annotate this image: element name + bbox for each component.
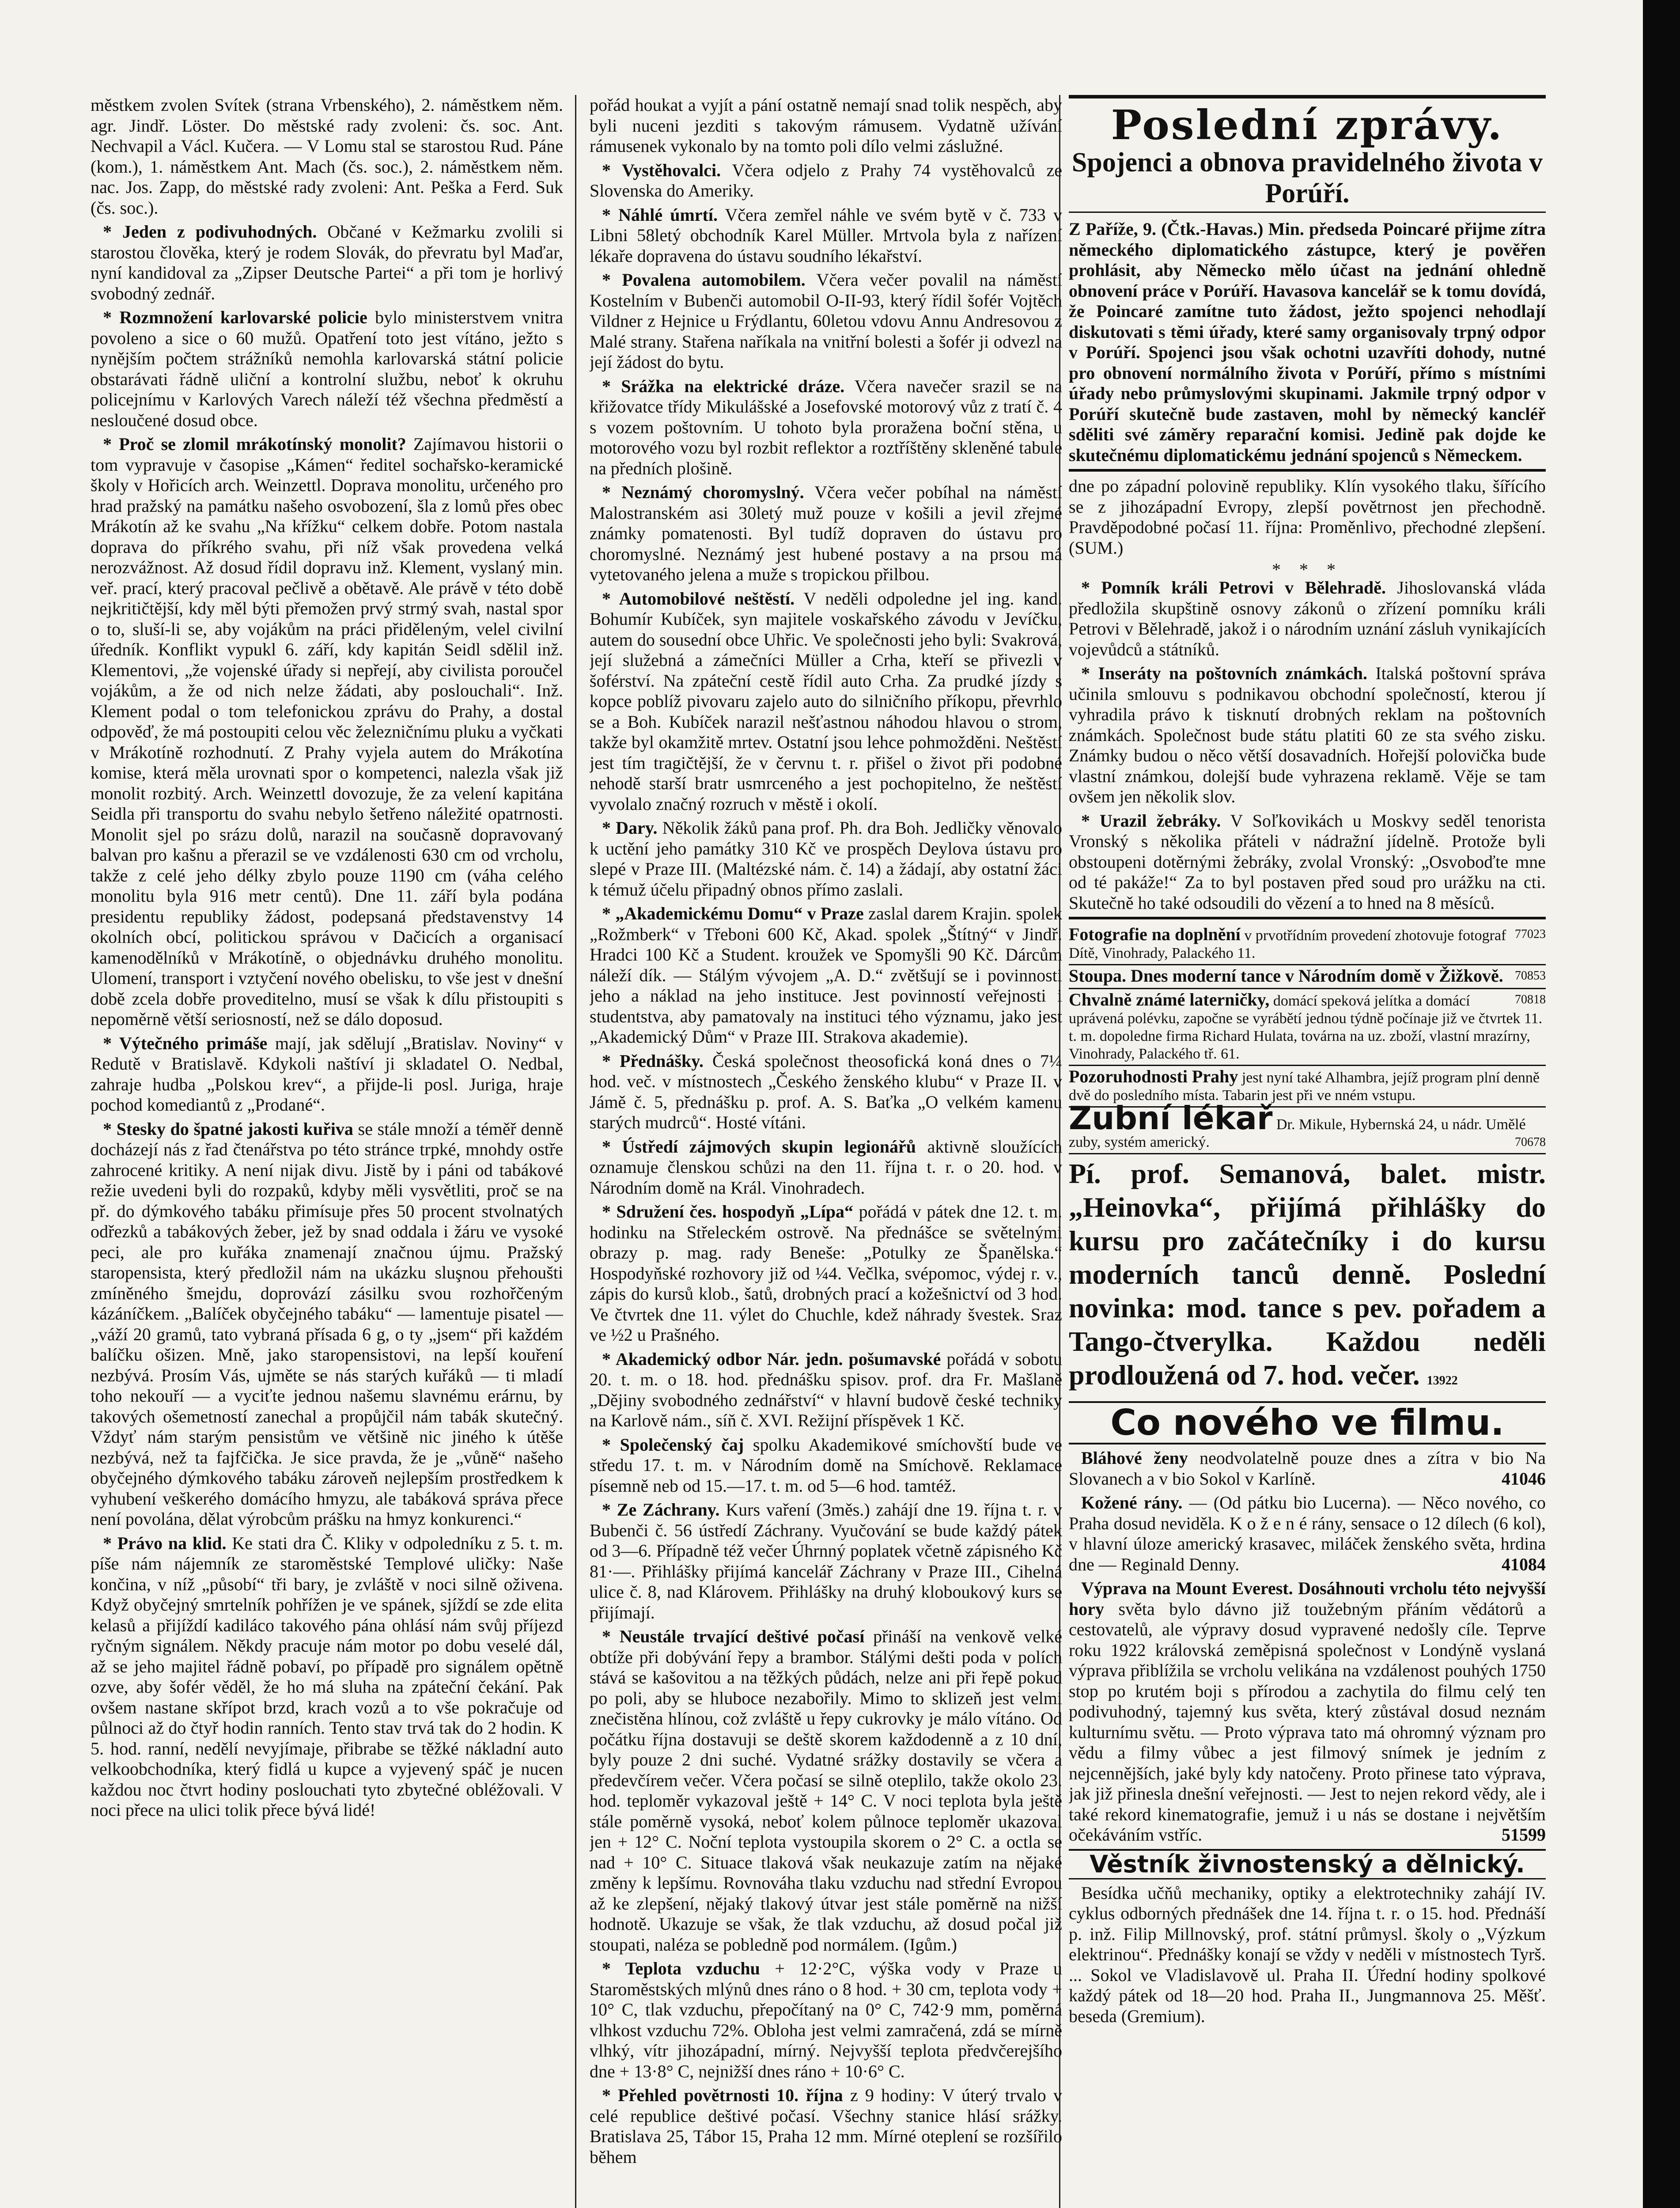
article xyxy=(590,1349,1062,1431)
article-text: pořádá v pátek dne 12. t. m. hodinku na Střeleckém ostrově. Na přednášce se světelnými obrazy p. mag. rady Beneše: „Potulky ze Španělska.“ Hospodyňské rozhovory již od ¼4. Večlka, svépomoc, výdej r. v., zápis do kursů klob., šatů, drobných prací a kožešnictví od 3 hod. Ve čtvrtek dne 11. výlet do Chuchle, kdež náhrady švestek. Sraz ve ½2 u Prašného. xyxy=(590,1202,1062,1345)
article xyxy=(91,1119,563,1530)
article-heading: Přehled povětrnosti 10. října xyxy=(618,2085,843,2105)
article-text: Včera navečer srazil se na křižovatce třídy Mikulášské a Josefovské motorový vůz z tratí č. 4 s vozem poštovním. U tohoto byla proražena boční stěna, u motorového vozu byl rozbit reflektor a roztříštěny skleněné tabule na předních plošině. xyxy=(590,376,1062,478)
article-text: Jihoslovanská vláda předložila skupštině osnovy zákonů o zřízení pomníku králi Petrovi v Bělehradě, jakož i o národním uznání zásluh vynikajících vojevůdců a státníků. xyxy=(1069,578,1546,659)
film-heading: Kožené rány. xyxy=(1081,1493,1183,1512)
lead-article: Z Paříže, 9. (Čtk.-Havas.) Min. předseda Poincaré přijme zítra německého diplomatického zástupce, který je pověřen prohlásit, aby Německo mělo účast na jednání ohledně obnovení práce v Porúří. Havasova kancelář se k tomu dovídá, že Poincaré zamítne tuto žádost, ježto spojenci nehodlají diskutovati s těmi úřady, které samy organisovaly trpný odpor v Porúří. Spojenci jsou však ochotni uzavříti dohody, nutné pro obnovení normálního života v Porúří, přímo s místními úřady nebo průmyslovými skupinami. Jakmile trpný odpor v Porúří skutečně bude zastaven, mohl by německý kancléř sděliti své záměry reparační komisi. Jedině pak dojde ke skutečnému diplomatickému jednání spojenců s Německem. xyxy=(1069,219,1546,465)
article-text: pořád houkat a vyjít a pání ostatně nemají snad tolik nespěch, aby byli nuceni jezditi s takovým rámusem. Vydatně užívání rámusenek vykonalo by na tomto poli dílo velmi záslužné. xyxy=(590,95,1062,156)
article xyxy=(91,1033,563,1115)
star-divider: * * * xyxy=(1272,560,1343,579)
bullet-mark: * xyxy=(602,376,621,396)
divider xyxy=(1069,469,1546,472)
bullet-mark: * xyxy=(602,1434,620,1455)
article xyxy=(590,818,1062,900)
latest-news-header xyxy=(1069,95,1546,213)
article-heading: Akademický odbor Nár. jedn. pošumavské xyxy=(615,1349,941,1369)
film-heading: Výprava na Mount Everest. Dosáhnouti vrcholu této nejvyšší hory xyxy=(1069,1578,1546,1619)
bullet-mark: * xyxy=(602,1051,620,1071)
bullet-mark: * xyxy=(602,904,616,923)
article-text: aktivně sloužících oznamuje členskou schůzi na den 11. října t. r. o 20. hod. v Národním domě na Král. Vinohradech. xyxy=(590,1136,1062,1198)
classified-ad xyxy=(1069,989,1546,1066)
article xyxy=(590,1958,1062,2082)
article xyxy=(1069,811,1546,914)
dance-school-text: Pí. prof. Semanová, balet. mistr. „Heinovka“, přijímá přihlášky do kursu pro začátečníky i do kursu moderních tanců denně. Poslední novinka: mod. tance s pev. pořadem a Tango-čtverylka. Každou neděli prodloužená od 7. hod. večer. xyxy=(1069,1158,1546,1391)
article xyxy=(590,1202,1062,1346)
film-text: — (Od pátku bio Lucerna). — Něco nového, co Praha dosud neviděla. K o ž e n é rány, sensace o 12 dílech (6 kol), v hlavní úloze americký krasavec, miláček ženského světa, hrdina dne — Reginald Denny. xyxy=(1069,1493,1546,1574)
bullet-mark: * xyxy=(1081,578,1101,597)
news-items xyxy=(1069,578,1546,913)
ad-code: 41084 xyxy=(1502,1554,1546,1574)
article-text: Zajímavou historii o tom vypravuje v časopise „Kámen“ ředitel sochařsko-keramické školy v Hořicích arch. Weinzettl. Doprava monolitu, určeného pro hrad pražský na památku našeho osvobození, šla z lomů přes obec Mrákotín až ke svahu „Na křížku“ celkem dobře. Potom nastala doprava do příkrého svahu, při níž však provedena velká nerozvážnost. Až dosud řídil dopravu inž. Klement, vyslaný min. veř. prací, který pracoval pečlivě a obětavě. Ale právě v této době nejkritičtější, kdy měl býti přemožen prvý strmý svah, nastal spor o to, sluší-li se, aby vojákům na práci přiděleným, velel civilní úředník. Konflikt vypukl 6. září, kdy kapitán Seidl sdělil inž. Klementovi, „že vojenské úřady si nepřejí, aby civilista poroučel vojákům, a že od nich nelze žádati, aby poslouchali“. Inž. Klement podal o tom telefonickou zprávu do Prahy, a dostal odpověď, že má postoupiti celou věc železničnímu pluku a vyčkati v Mrákotíně rozhodnutí. Z Prahy vyjela autem do Mrákotína komise, která měla urovnati spor o kompetenci, nalezla však již monolit rozbitý. Arch. Weinzettl dovozuje, že za velení kapitána Seidla při transportu do svahu nebylo šetřeno náležité opatrnosti. Monolit sjel po srázu dolů, narazil na současně dopravovaný balvan pro kašnu a přerazil se ve vzdálenosti 630 cm od vrcholu, takže z celé jeho délky zbylo pouze 1190 cm (váha celého monolitu byla 916 metr centů). Dne 11. září byla podána presidentu republiky žádost, podepsaná představenstvy 14 okolních obcí, politickou správou v Dačicích a organisací kamenodělníků v Mrákotíně, o objednávku druhého monolitu. Ulomení, transport i vztyčení nového obelisku, to vše jest v dnešní době zcela dobře proveditelno, musí se však k dílu přistoupiti s nepoměrně větší seriosností, než se dálo doposud. xyxy=(91,434,563,1029)
article-text: Včera odjelo z Prahy 74 vystěhovalců ze Slovenska do Ameriky. xyxy=(590,160,1062,200)
film-section-title: Co nového ve filmu. xyxy=(1069,1401,1546,1444)
bullet-mark: * xyxy=(602,1500,617,1520)
film-item xyxy=(1069,1578,1546,1845)
bullet-mark: * xyxy=(1081,810,1100,831)
article-heading: Přednášky. xyxy=(619,1051,704,1071)
column-2 xyxy=(590,95,1062,2208)
bullet-mark: * xyxy=(103,222,123,242)
article xyxy=(590,376,1062,479)
article-heading: Ústředí zájmových skupin legionářů xyxy=(622,1136,916,1157)
article-text: Kurs vaření (3měs.) zahájí dne 19. října t. r. v Bubenči č. 56 ústředí Záchrany. Vyučování se bude každý pátek od 3—6. Případně též večer Úhrnný poplatek včetně zápisného Kč 81·—. Přihlášky přijímá kancelář Záchrany v Praze III., Cihelná ulice č. 8, nad Klárovem. Přihlášky na druhý kloboukový kurs se přijímají. xyxy=(590,1500,1062,1622)
article xyxy=(91,222,563,304)
dentist-text: Dr. Mikule, Hybernská 24, u nádr. Umělé zuby, systém americký. xyxy=(1069,1116,1526,1150)
ad-heading: Fotografie na doplnění xyxy=(1069,924,1241,944)
bullet-mark: * xyxy=(602,160,622,180)
article xyxy=(1069,578,1546,660)
article xyxy=(590,482,1062,585)
bullet-mark: * xyxy=(103,1033,119,1053)
article-heading: Srážka na elektrické dráze. xyxy=(621,376,845,396)
article xyxy=(91,95,563,218)
ad-code: 70678 xyxy=(1515,1135,1546,1149)
bullet-mark: * xyxy=(103,434,119,454)
article-text: zaslal darem Krajin. spolek „Rožmberk“ v Třeboni 600 Kč, Akad. spolek „Štítný“ v Jindř. Hradci 100 Kč a Student. kroužek ve Spomyšli 90 Kč. Dárcům náleží dík. — Stálým vývojem „A. D.“ zvětšují se i povinnosti jeho a náklad na jeho instituce. Jest povinností veřejnosti i studentstva, aby pamatovaly na instituci tého významu, jako jest „Akademický Dům“ v Praze III. Strakova akademie). xyxy=(590,904,1062,1047)
film-heading: Bláhové ženy xyxy=(1081,1448,1188,1468)
article xyxy=(590,95,1062,157)
dance-school-ad xyxy=(1069,1157,1546,1398)
ad-code: 51599 xyxy=(1502,1825,1546,1845)
bullet-mark: * xyxy=(602,204,619,225)
column-1 xyxy=(91,95,563,2208)
article-heading: Výtečného primáše xyxy=(119,1033,268,1053)
classified-ad xyxy=(1069,924,1546,965)
ad-text: v prvotřídním provedení zhotovuje fotograf Dítě, Vinohrady, Palackého 11. xyxy=(1069,927,1506,961)
article-text: se stále množí a téměř denně docházejí nás z řad čtenářstva po této stránce trpké, mnohdy ostře zahrocené kritiky. A není nijak divu. Jistě by i páni od tabákové režie uvedeni byli do rozpaků, kdyby měli vysvětliti, proč se na př. do dýmkového tabáku přimísuje přes 50 procent stvolnatých odřezků a tabákových žeber, jež by snad oddala i žáru ve vysoké peci, ale pro kuřáka znamenají značnou újmu. Pražský staropensista, který předložil nám na ukázku sluşnou přehoušti zmíněného šmejdu, doprovází zásilku svou rozhořčeným kázáníčkem. „Balíček obyčejného tabáku“ — lamentuje pisatel — „váží 20 gramů, tato vybraná přísada 6 g, o ty „jsem“ při každém balíčku ošizen. Mně, jako staropensistovi, na lepší kouření nezbývá. Prosím Vás, ujměte se nás starých kuřáků — ti mladí toho nekouří — a vyciťte jednou našemu slavnému erárnu, by takových ošemetností zanechal a propůjčil nám tabák skutečný. Vždyť nám starým pensistům ve většině nic jiného k útěše nezbývá, než ta fajfčička. Je sice pravda, že je „vůně“ našeho obyčejného dýmkového tabáku zároveň nejlepším prostředkem k vyhubení veškerého domácího hmyzu, ale tabáková správa přece není povolána, dělat výrobcům prášku na hmyz konkurenci.“ xyxy=(91,1119,563,1529)
bullet-mark: * xyxy=(103,1533,117,1553)
ad-code: 41046 xyxy=(1502,1468,1546,1489)
article xyxy=(590,270,1062,373)
article-heading: Náhlé úmrtí. xyxy=(618,204,718,225)
bullet-mark: * xyxy=(602,818,616,838)
article-text: městkem zvolen Svítek (strana Vrbenského), 2. náměstkem něm. agr. Jindř. Löster. Do městské rady zvoleni: čs. soc. Ant. Nechvapil a Václ. Kučera. — V Lomu stal se starostou Rud. Páne (kom.), 1. náměstkem Ant. Mach (čs. soc.), 2. náměstkem něm. nac. Jos. Zapp, do městské rady zvoleni: Ant. Peška a Ferd. Suk (čs. soc.). xyxy=(91,95,563,218)
film-items xyxy=(1069,1448,1546,1845)
article xyxy=(590,205,1062,267)
ad-text: domácí speková jelítka a domácí uprávená polévku, započne se vyrábětí jednou týdně počínaje již ve čtvrtek 11. t. m. dopoledne firma Richard Hulata, továrna na uz. zboží, vlastní mrazírny, Vinohrady, Palackého tř. 61. xyxy=(1069,993,1543,1062)
film-item xyxy=(1069,1493,1546,1575)
bullet-mark: * xyxy=(602,1626,620,1646)
bullet-mark: * xyxy=(103,307,120,327)
article-text: Občané v Kežmarku zvolili si starostou člověka, který je rodem Slovák, do převratu byl Maďar, nyní kandidoval za „Zipser Deutsche Partei“ a při tom je horlivý svobodný zednář. xyxy=(91,222,563,303)
column-3 xyxy=(1069,95,1546,2208)
weather-continuation: dne po západní polovině republiky. Klín vysokého tlaku, šířícího se z jihozápadní Evropy, zlepší povětrnost jen přechodně. Pravděpodobné počasí 11. října: Proměnlivo, přechodné zlepšení. (SUM.) xyxy=(1069,476,1546,558)
article xyxy=(590,160,1062,201)
divider xyxy=(1069,917,1546,919)
bullet-mark: * xyxy=(602,482,622,502)
film-text: světa bylo dávno již toužebným přáním vědátorů a cestovatelů, ale výpravy dosud vypravené nedošly cíle. Teprve roku 1922 královská zeměpisná společnost v Londýně vyslaná výprava přiblížila se vrcholu velikána na vzdálenost pouhých 1750 stop po krutém boji s přírodou a zachytila do filmu celý ten podivuhodný, tajemný kus světa, který zůstával dosud neznám kulturnímu světu. — Proto výprava tato má ohromný význam pro vědu a filmy vůbec a jest filmový snímek je jedním z nejcennějších, jaké byly kdy natočeny. Proto přinese tato výprava, jak již přinesla dnešní veřejnosti. — Jest to nejen rekord vědy, ale i také rekord kinematografie, jemuž i u nás se dostane i největším očekáváním vstříc. xyxy=(1069,1599,1546,1845)
article-text: přináší na venkově velké obtíže při dobývání řepy a brambor. Stálými dešti poda v polích stává se kašovitou a na těžkých půdách, nelze ani při řepě pokud po poli, aby se hluboce nezabořily. Mimo to sklizeň jest velmi znečistěna hlínou, což zvláště u řepy cukrovky je málo vítáno. Od počátku října dostavuji se deště skorem každodenně a z 10 dní, byly pouze 2 dni suché. Vydatné srážky dostavily se včera a předevčírem večer. Včera počasí se silně oteplilo, takže okolo 23. hod. teploměr vykazoval ještě + 14° C. V noci teplota byla ještě stále poměrně vysoká, neboť kolem půlnoce teploměr ukazoval jen + 12° C. Noční teplota vystoupila skorem o 2° C. a octla se nad + 10° C. Situace tlaková však neukazuje zatím na nějaké změny k lepšímu. Rovnováha tlaku vzduchu nad střední Evropou až ke zlepšení, nějaký tlakový útvar jest stále poměrně na nižší hodnotě. Ukazuje se však, že tlak vzduchu, až dosud počal již stoupati, naléza se pobledně pod normálem. (Igům.) xyxy=(590,1626,1062,1955)
ad-code: 70853 xyxy=(1515,969,1546,983)
article-text: z 9 hodiny: V úterý trvalo v celé republice deštivé počasí. Všechny stanice hlásí srážky. Bratislava 25, Tábor 15, Praha 12 mm. Mírné oteplení se rozšířilo během xyxy=(590,2085,1062,2167)
article-text: Česká společnost theosofická koná dnes o 7¼ hod. več. v místnostech „Českého ženského klubu“ v Praze II. v Jámě č. 5, přednášku p. prof. A. S. Baťka „O velkém kamenu starých mudrců“. Hosté vítáni. xyxy=(590,1051,1062,1132)
article-text: Včera večer pobíhal na náměstí Malostranském asi 30letý muž pouze v košili a jevil zřejmé známky pomatenosti. Byl tudíž dopraven do ústavu pro choromyslné. Neznámý jest hubené postavy a na prsou má vytetovaného jelena a muže s tropickou přilbou. xyxy=(590,482,1062,584)
ad-code: 13922 xyxy=(1426,1374,1458,1388)
column-rule xyxy=(575,95,576,2208)
ad-heading: Pozoruhodnosti Prahy xyxy=(1069,1066,1238,1086)
article-heading: Dary. xyxy=(616,818,658,838)
article-heading: Jeden z podivuhodných. xyxy=(122,222,317,242)
article-text: V neděli odpoledne jel ing. kand. Bohumír Kubíček, syn majitele voskařského závodu v Jevíčku, autem do sousední obce Uhřic. Ve společnosti jeho byli: Svakrová, její služebná a zámečníci Müller a Crha, kteří se přivezli v šoférství. Na zpáteční cestě řídil auto Crha. Za prudké jízdy s kopce poblíž pivovaru zajelo auto do silničního příkopu, převrhlo se a Boh. Kubíček narazil nešťastnou náhodou hlavou o strom, takže byl okamžitě mrtev. Ostatní jsou lehce pohmožděni. Neštěstí jest tím tragičtější, že v červnu t. r. přišel o život při podobné nehodě starší bratr usmrceného a jest pochopitelno, že neštěstí vyvolalo značný rozruch v městě i okolí. xyxy=(590,588,1062,814)
article xyxy=(590,1051,1062,1133)
article-text: bylo ministerstvem vnitra povoleno a sice o 60 mužů. Opatření toto jest vítáno, ježto s nynějším počtem strážníků nemohla karlovarská státní policie obstarávati řádně uliční a kontrolní službu, neboť k okruhu policejnímu v Karlových Varech náleží též všechna předměstí a nesloučené dosud obce. xyxy=(91,307,563,430)
article-heading: Ze Záchrany. xyxy=(617,1500,720,1520)
trade-notice: Besídka učňů mechaniky, optiky a elektrotechniky zahájí IV. cyklus odborných přednášek dne 14. října t. r. o 15. hod. Přednáší p. inž. Filip Millnovský, prof. státní průmysl. školy o „Výzkum elektrinou“. Přednášky konají se vždy v neděli v místnostech Tyrš. ... Sokol ve Vladislavově ul. Praha II. Úřední hodiny spolkové každý pátek od 18—20 hod. Praha II., Jungmannova 25. Měšť. beseda (Gremium). xyxy=(1069,1883,1546,2026)
bullet-mark: * xyxy=(602,1958,625,1978)
article xyxy=(590,589,1062,815)
article-text: pořádá v sobotu 20. t. m. o 18. hod. přednášku spisov. prof. dra Fr. Mašlaně „Dějiny svobodného zednářství“ v hlavní budově české techniky na Karlově nám., síň č. XVI. Režijní příspěvek 1 Kč. xyxy=(590,1349,1062,1430)
article-text: Ke stati dra Č. Kliky v odpoledníku z 5. t. m. píše nám nájemník ze staroměstské Templové uličky: Naše končina, v níž „působí“ tři bary, je zvláště v noci silně oživena. Když obyčejný smrtelník pohřížen je ve spánek, sjíždí se zde elita kelasů a přijíždí kadiláco takového pána ohlásí nám svůj příjezd ryčným signálem. Někdy pracuje nám motor po dobu veselé dál, až se jeho majitel řádně pobaví, po případě pro signálem opětně ozve, aby šofér věděl, že ho má sluha na zpáteční čekání. Pak ovšem nastane skřípot brzd, krach vozů a to vše pokračuje od půlnoci až do čtyř hodin ranních. Tento stav trvá tak do 2 hodin. K 5. hod. ranní, nedělí nevyjímaje, přibrabe se těžké nákladní auto velkoobchodníka, který fidlá u kupce a vyjevený spáč je nucen každou noc čtvrt hodiny poslouchati tyto zbytečné obléžovali. V noci přece na ulici tolik přece bývá lidé! xyxy=(91,1533,563,1820)
article-heading: Neustále trvající deštivé počasí xyxy=(619,1626,865,1646)
ad-text: jest nyní také Alhambra, jejíž program plní denně dvě do posledního místa. Tabarin jest při ve nném vstupu. xyxy=(1069,1070,1540,1104)
article xyxy=(590,2085,1062,2167)
article-heading: Právo na klid. xyxy=(117,1533,227,1553)
ad-heading: Stoupa. Dnes moderní tance v Národním domě v Žižkově. xyxy=(1069,966,1503,986)
section-title: Poslední zprávy. xyxy=(1111,101,1504,149)
article xyxy=(590,1500,1062,1623)
bullet-mark: * xyxy=(602,588,619,609)
article xyxy=(590,1137,1062,1199)
article xyxy=(91,1533,563,1821)
article-text: spolku Akademikové smíchovští bude ve středu 17. t. m. v Národním domě na Smíchově. Reklamace písemně neb od 15.—17. t. m. od 5—6 hod. tamtéž. xyxy=(590,1434,1062,1496)
article-heading: Stesky do špatné jakosti kuřiva xyxy=(116,1119,353,1139)
ad-heading: Chvalně známé laterničky, xyxy=(1069,990,1270,1009)
article xyxy=(590,904,1062,1047)
bullet-mark: * xyxy=(602,1349,616,1369)
article-text: Několik žáků pana prof. Ph. dra Boh. Jedličky věnovalo k uctění jeho památky 310 Kč ve prospěch Deylova ústavu pro slepé v Praze III. (Maltézské nám. č. 14) a žádají, aby ostatní žáci k témuž účelu připadný obnos přímo zaslali. xyxy=(590,818,1062,900)
article-heading: Společenský čaj xyxy=(620,1434,744,1455)
article-heading: Neznámý choromyslný. xyxy=(621,482,804,502)
article-text: Italská poštovní správa učinila smlouvu s podnikavou obchodní společností, kterou jí vyhradila právo k tisknutí drobných reklam na poštovních známkách. Společnost bude státu platiti 60 ze sta svého zisku. Známky budou o něco větší dosavadních. Hořejší polovička bude vlastní známkou, dolejší bude vyhrazena reklamě. Věje se tam ovšem jen několik slov. xyxy=(1069,663,1546,806)
bullet-mark: * xyxy=(103,1119,117,1139)
article-text: mají, jak sdělují „Bratislav. Noviny“ v Redutě v Bratislavě. Kdykoli naštíví ji skladatel O. Nedbal, zahraje hudba „Polskou krev“, a přijde-li posl. Juriga, hraje pochod komediantů z „Prodané“. xyxy=(91,1033,563,1115)
article-text: + 12·2°C, výška vody v Praze u Staroměstských mlýnů dnes ráno o 8 hod. + 30 cm, teplota vody + 10° C, tlak vzduchu, přepočítaný na 0° C, 742·9 mm, poměrná vlhkost vzduchu 72%. Obloha jest velmi zamračená, zdá se mírně vlhký, vítr jihozápadní, mírný. Nejvyšší teplota předvčerejšího dne + 13·8° C, nejnižší dnes ráno + 10·6° C. xyxy=(590,1958,1062,2081)
article-heading: Vystěhovalci. xyxy=(622,160,721,180)
page-edge xyxy=(1643,0,1680,2208)
article-heading: Proč se zlomil mrákotínský monolit? xyxy=(119,434,406,454)
headline: Spojenci a obnova pravidelného života v Porúří. xyxy=(1071,147,1543,208)
film-text: neodvolatelně pouze dnes a zítra v bio Na Slovanech a v bio Sokol v Karlíně. xyxy=(1069,1448,1546,1489)
bullet-mark: * xyxy=(602,1136,622,1157)
article-heading: Urazil žebráky. xyxy=(1100,810,1221,831)
article-heading: „Akademickému Domu“ v Praze xyxy=(615,904,864,923)
article-heading: Povalena automobilem. xyxy=(622,270,806,290)
article-heading: Sdružení čes. hospodyň „Lípa“ xyxy=(616,1202,854,1221)
trade-section-title: Věstník živnostenský a dělnický. xyxy=(1069,1849,1546,1879)
article xyxy=(1069,663,1546,807)
bullet-mark: * xyxy=(602,2085,618,2105)
classified-ad xyxy=(1069,965,1546,989)
article-text: Včera zemřel náhle ve svém bytě v č. 733 v Libni 58letý obchodník Karel Müller. Mrtvola byla z nařízení lékaře dopravena do ústavu soudního lékařství. xyxy=(590,204,1062,266)
article xyxy=(590,1435,1062,1497)
dentist-title: Zubní lékař xyxy=(1069,1100,1273,1137)
article-text: V Soľkovikách u Moskvy seděl tenorista Vronský s několika přáteli v nádražní jídelně. Protože byli obstoupeni dotěrnými žebráky, zvolal Vronský: „Osvoboďte mne od té pakáže!“ Za to byl postaven před soud pro urážku na cti. Skutečně ho také odsoudili do vězení a to hned na 8 měsíců. xyxy=(1069,810,1546,913)
classified-ads xyxy=(1069,924,1546,1108)
article xyxy=(590,1626,1062,1955)
bullet-mark: * xyxy=(1081,663,1098,683)
article-heading: Teplota vzduchu xyxy=(625,1958,760,1978)
article xyxy=(91,434,563,1030)
ad-code: 77023 xyxy=(1515,927,1546,941)
article xyxy=(91,307,563,431)
article-text: Včera večer povalil na náměstí Kostelním v Bubenči automobil O-II-93, který řídil šofér Vojtěch Vildner z Hejnice u Frýdlantu, 60letou vdovu Annu Andresovou z Malé strany. Stařena naříkala na vnitřní bolesti a šofér ji odvezl na její žádost do bytu. xyxy=(590,270,1062,372)
article-heading: Automobilové neštěstí. xyxy=(619,588,795,609)
bullet-mark: * xyxy=(602,1202,617,1221)
article-heading: Rozmnožení karlovarské policie xyxy=(119,307,367,327)
article-heading: Pomník králi Petrovi v Bělehradě. xyxy=(1101,578,1386,597)
article-heading: Inseráty na poštovních známkách. xyxy=(1098,663,1368,683)
bullet-mark: * xyxy=(602,270,622,290)
film-item xyxy=(1069,1448,1546,1489)
dentist-ad xyxy=(1069,1100,1546,1154)
ad-code: 70818 xyxy=(1515,993,1546,1006)
